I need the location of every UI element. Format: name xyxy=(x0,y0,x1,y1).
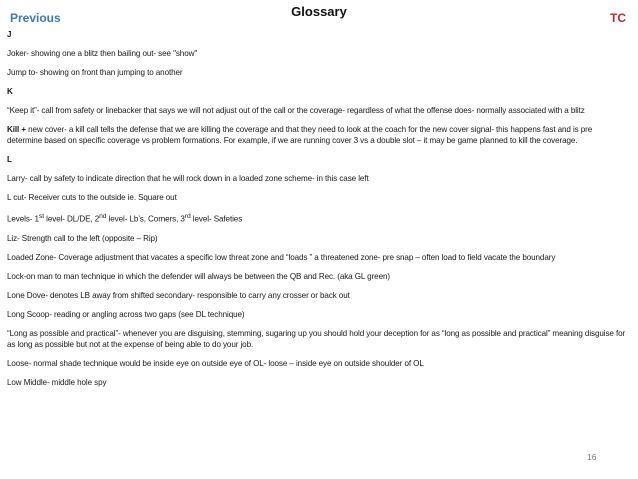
term-loaded-zone: Loaded Zone- Coverage adjustment that vacates a specific low threat zone and “loads ” a threatened zone- pre snap – often load to field vacate the boundary xyxy=(7,252,556,262)
glossary-content xyxy=(7,29,629,388)
term-liz: Liz- Strength call to the left (opposite – Rip) xyxy=(7,233,158,243)
section-letter-j: J xyxy=(7,30,12,39)
term-jump-to: Jump to- showing on front than jumping to another xyxy=(7,68,183,77)
section-letter-k: K xyxy=(7,87,13,96)
term-long-scoop: Long Scoop- reading or angling across two gaps (see DL technique) xyxy=(7,309,245,319)
term-lone-dove: Lone Dove- denotes LB away from shifted secondary- responsible to carry any crosser or back out xyxy=(7,290,350,300)
page-title: Glossary xyxy=(291,4,347,19)
levels-part-1: Levels- 1 xyxy=(7,214,39,224)
term-levels xyxy=(7,211,629,225)
term-lock-on: Lock-on man to man technique in which the defender will always be between the QB and Rec. (aka GL green) xyxy=(7,271,390,281)
levels-sup-2: nd xyxy=(99,213,107,220)
tc-link[interactable]: TC xyxy=(610,11,626,25)
term-kill-text: new cover- a kill call tells the defense that we are killing the coverage and that they need to look at the coach for the new cover signal- this happens fast and is pre determine based on specific coverage vs problem formations. For example, if we are running cover 3 vs a double slot – it may be game planned to kill the coverage. xyxy=(7,125,593,145)
term-joker: Joker- showing one a blitz then bailing out- see "show" xyxy=(7,49,198,58)
term-low-middle: Low Middle- middle hole spy xyxy=(7,377,107,387)
page-number: 16 xyxy=(587,452,597,462)
term-keep-it: “Keep it”- call from safety or linebacker that says we will not adjust out of the call or the coverage- regardless of what the offense does- normally associated with a blitz xyxy=(7,106,585,115)
term-kill-label: Kill + xyxy=(7,125,26,134)
previous-link[interactable]: Previous xyxy=(10,11,61,25)
term-loose: Loose- normal shade technique would be inside eye on outside eye of OL- loose – inside eye on outside shoulder of OL xyxy=(7,358,424,368)
levels-part-2: level- DL/DE, 2 xyxy=(44,214,100,224)
levels-sup-3: rd xyxy=(184,213,191,220)
section-letter-l: L xyxy=(7,155,12,164)
term-l-cut: L cut- Receiver cuts to the outside ie. Square out xyxy=(7,193,177,202)
term-long-as-possible: “Long as possible and practical”- whenever you are disguising, stemming, sugaring up you should hold your deception for as “long as possible and practical” meaning disguise for as long as possible but not at the expense of being able to do your job. xyxy=(7,328,626,349)
term-larry: Larry- call by safety to indicate direction that he will rock down in a loaded zone scheme- in this case left xyxy=(7,174,369,183)
levels-part-4: level- Safeties xyxy=(190,214,243,224)
term-kill xyxy=(7,124,629,146)
levels-part-3: level- Lb’s, Corners, 3 xyxy=(106,214,185,224)
levels-sup-1: st xyxy=(38,213,45,220)
